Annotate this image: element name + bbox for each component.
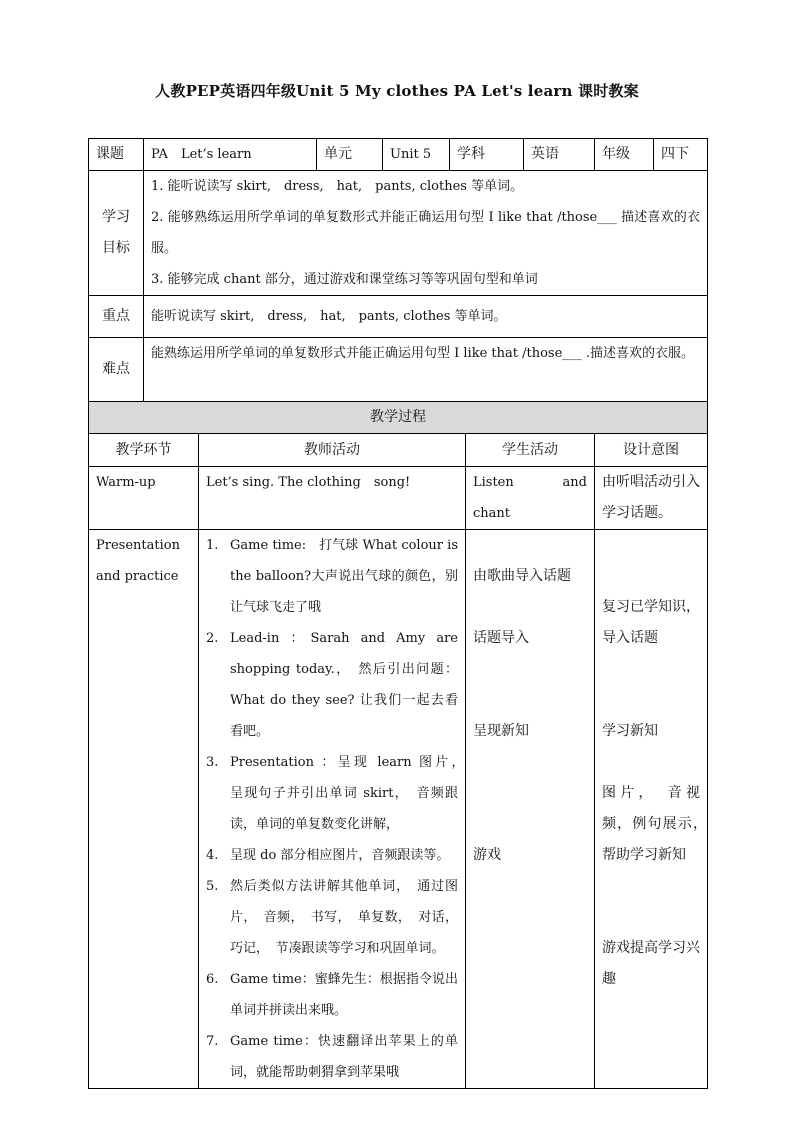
teacher-step: [206, 871, 458, 964]
warmup-stage: Warm-up: [89, 467, 199, 530]
step-text: Game time: 打气球 What colour is the balloon?大声说出气球的颜色，别让气球飞走了哦: [230, 538, 458, 615]
goals-label-line2: 目标: [102, 240, 130, 256]
goal-item-2: 2. 能够熟练运用所学单词的单复数形式并能正确运用句型 I like that /those___ 描述喜欢的衣服。: [151, 210, 700, 256]
header-student: 学生活动: [466, 434, 595, 467]
key-point-text: 能听说读写 skirt, dress, hat, pants, clothes 等单词。: [144, 296, 708, 338]
unit-value: Unit 5: [383, 139, 450, 171]
topic-label: 课题: [89, 139, 144, 171]
step-text: 呈现 do 部分相应图片，音频跟读等。: [230, 848, 450, 863]
teacher-step: [206, 623, 458, 747]
intent-3: 图片， 音视频，例句展示， 帮助学习新知: [602, 785, 714, 863]
student-activity-3: 呈现新知: [473, 723, 529, 739]
grade-value: 四下: [654, 139, 708, 171]
step-number: 5.: [206, 879, 219, 894]
step-text: Lead-in ：Sarah and Amy are shopping today.， 然后引出问题：What do they see? 让我们一起去看看吧。: [230, 631, 458, 739]
intent-2: 学习新知: [602, 723, 658, 739]
step-text: Game time：快速翻译出苹果上的单词，就能帮助刺猬拿到苹果哦: [230, 1034, 458, 1080]
intent-1: 复习已学知识，导入话题: [602, 599, 700, 646]
unit-label: 单元: [317, 139, 383, 171]
header-teacher: 教师活动: [199, 434, 466, 467]
subject-value: 英语: [524, 139, 595, 171]
goals-content: [144, 171, 708, 296]
presentation-student: [466, 530, 595, 1089]
step-text: Presentation ：呈现 learn 图片， 呈现句子并引出单词 skirt， 音频跟读，单词的单复数变化讲解，: [230, 755, 472, 832]
step-number: 3.: [206, 755, 219, 770]
goal-item-1: 1. 能听说读写 skirt, dress, hat, pants, clothes 等单词。: [151, 179, 524, 194]
student-activity-2: 话题导入: [473, 630, 529, 646]
grade-label: 年级: [595, 139, 654, 171]
student-activity-1: 由歌曲导入话题: [473, 568, 571, 584]
step-text: 然后类似方法讲解其他单词， 通过图片， 音频， 书写， 单复数， 对话，巧记， 节凑跟读等学习和巩固单词。: [230, 879, 458, 956]
intent-4: 游戏提高学习兴趣: [602, 940, 700, 987]
subject-label: 学科: [450, 139, 524, 171]
header-stage: 教学环节: [89, 434, 199, 467]
goals-label-line1: 学习: [102, 209, 130, 225]
teacher-step: [206, 747, 472, 840]
student-activity-4: 游戏: [473, 847, 501, 863]
presentation-teacher: [199, 530, 472, 1089]
header-intent: 设计意图: [595, 434, 708, 467]
presentation-intent: [595, 530, 714, 1089]
teacher-step: [206, 1026, 458, 1088]
document-title: 人教PEP英语四年级Unit 5 My clothes PA Let's learn 课时教案: [155, 82, 639, 100]
presentation-stage: Presentation and practice: [89, 530, 199, 1089]
step-number: 7.: [206, 1034, 219, 1049]
step-number: 2.: [206, 631, 219, 646]
step-text: Game time：蜜蜂先生：根据指令说出单词并拼读出来哦。: [230, 972, 458, 1018]
warmup-student: Listen and chant: [466, 467, 595, 530]
warmup-teacher: Let’s sing. The clothing song!: [199, 467, 466, 530]
step-number: 4.: [206, 848, 219, 863]
topic-value: PA Let’s learn: [144, 139, 317, 171]
teacher-step: [206, 530, 458, 623]
warmup-intent: 由听唱活动引入学习话题。: [595, 467, 708, 530]
process-band: 教学过程: [89, 402, 708, 434]
step-number: 6.: [206, 972, 219, 987]
goals-label: [89, 171, 144, 296]
teacher-step: [206, 964, 458, 1026]
difficulty-text: 能熟练运用所学单词的单复数形式并能正确运用句型 I like that /those___ .描述喜欢的衣服。: [144, 338, 708, 402]
teacher-step: [206, 840, 458, 871]
difficulty-label: 难点: [89, 338, 144, 402]
lesson-plan-table: [88, 138, 714, 1089]
goal-item-3: 3. 能够完成 chant 部分，通过游戏和课堂练习等等巩固句型和单词: [151, 272, 538, 287]
step-number: 1.: [206, 538, 219, 553]
teacher-steps-list: [206, 530, 472, 1088]
key-point-label: 重点: [89, 296, 144, 338]
